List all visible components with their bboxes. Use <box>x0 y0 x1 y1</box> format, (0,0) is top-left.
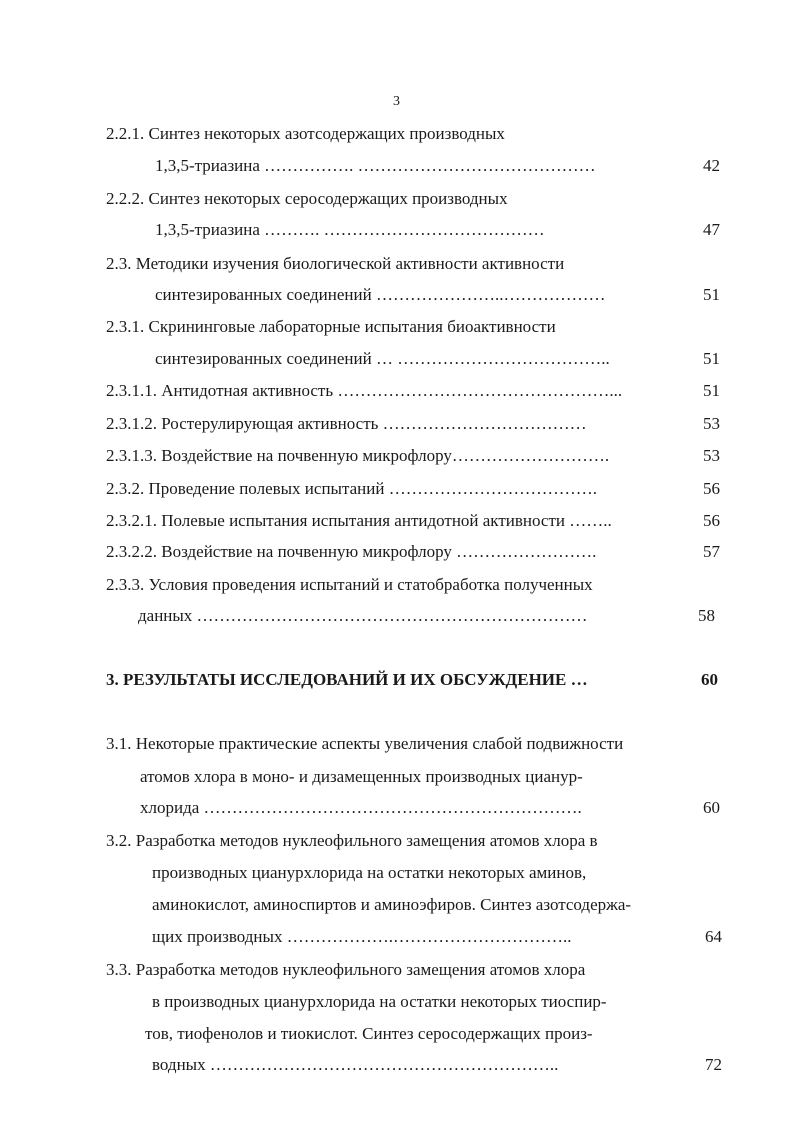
toc-2-3-1-3-line: 2.3.1.3. Воздействие на почвенную микрофлору………………………. <box>106 446 610 465</box>
toc-2-3-page: 51 <box>703 285 720 304</box>
toc-2-3-2-2-page: 57 <box>703 542 720 561</box>
section-3-2-page: 64 <box>705 927 722 946</box>
toc-2-2-2-line1: 2.2.2. Синтез некоторых серосодержащих производных <box>106 189 508 208</box>
toc-2-3-3-page: 58 <box>698 606 715 625</box>
section-3-3-page: 72 <box>705 1055 722 1074</box>
section-3-3-line2: в производных цианурхлорида на остатки некоторых тиоспир- <box>152 992 607 1011</box>
toc-2-2-1-line1: 2.2.1. Синтез некоторых азотсодержащих производных <box>106 124 505 143</box>
toc-2-3-1-3-page: 53 <box>703 446 720 465</box>
toc-2-3-2-page: 56 <box>703 479 720 498</box>
toc-2-3-1-2-line: 2.3.1.2. Ростерулирующая активность ……………………………… <box>106 414 587 433</box>
toc-2-3-1-page: 51 <box>703 349 720 368</box>
section-3-1-line3: хлорида …………………………………………………………. <box>140 798 582 817</box>
toc-2-3-1-1-line: 2.3.1.1. Антидотная активность …………………………………………... <box>106 381 623 400</box>
section-3-3-line1: 3.3. Разработка методов нуклеофильного замещения атомов хлора <box>106 960 586 979</box>
toc-2-3-3-line1: 2.3.3. Условия проведения испытаний и статобработка полученных <box>106 575 593 594</box>
page-number: 3 <box>393 94 400 109</box>
toc-2-2-2-page: 47 <box>703 220 720 239</box>
toc-2-3-line1: 2.3. Методики изучения биологической активности активности <box>106 254 565 273</box>
section-3-2-line3: аминокислот, аминоспиртов и аминоэфиров. Синтез азотсодержа- <box>152 895 632 914</box>
toc-2-3-1-1-page: 51 <box>703 381 720 400</box>
chapter-3-heading: 3. РЕЗУЛЬТАТЫ ИССЛЕДОВАНИЙ И ИХ ОБСУЖДЕНИЕ … <box>106 670 588 689</box>
toc-2-3-2-line: 2.3.2. Проведение полевых испытаний ………………………………. <box>106 479 597 498</box>
section-3-2-line2: производных цианурхлорида на остатки некоторых аминов, <box>152 863 587 882</box>
toc-2-3-3-line2: данных …………………………………………………………… <box>138 606 588 625</box>
toc-2-3-2-2-line: 2.3.2.2. Воздействие на почвенную микрофлору ……………………. <box>106 542 597 561</box>
toc-2-2-2-line2: 1,3,5-триазина ………. ………………………………… <box>155 220 545 239</box>
toc-2-2-1-page: 42 <box>703 156 720 175</box>
toc-2-3-1-line2: синтезированных соединений … ……………………………….. <box>155 349 610 368</box>
section-3-1-line1: 3.1. Некоторые практические аспекты увеличения слабой подвижности <box>106 734 624 753</box>
toc-2-3-1-line1: 2.3.1. Скрининговые лабораторные испытания биоактивности <box>106 317 556 336</box>
section-3-1-line2: атомов хлора в моно- и дизамещенных производных циануp- <box>140 767 583 786</box>
section-3-3-line3: тов, тиофенолов и тиокислот. Синтез серосодержащих произ- <box>145 1024 593 1043</box>
toc-2-2-1-line2: 1,3,5-триазина ……………. …………………………………… <box>155 156 596 175</box>
toc-2-3-2-1-page: 56 <box>703 511 720 530</box>
section-3-3-line4: водных …………………………………………………….. <box>152 1055 559 1074</box>
section-3-1-page: 60 <box>703 798 720 817</box>
toc-2-3-line2: синтезированных соединений …………………..……………… <box>155 285 606 304</box>
section-3-2-line1: 3.2. Разработка методов нуклеофильного замещения атомов хлора в <box>106 831 598 850</box>
section-3-2-line4: щих производных ……………….………………………….. <box>152 927 572 946</box>
toc-2-3-1-2-page: 53 <box>703 414 720 433</box>
toc-2-3-2-1-line: 2.3.2.1. Полевые испытания испытания антидотной активности …….. <box>106 511 612 530</box>
chapter-3-page: 60 <box>701 670 718 689</box>
